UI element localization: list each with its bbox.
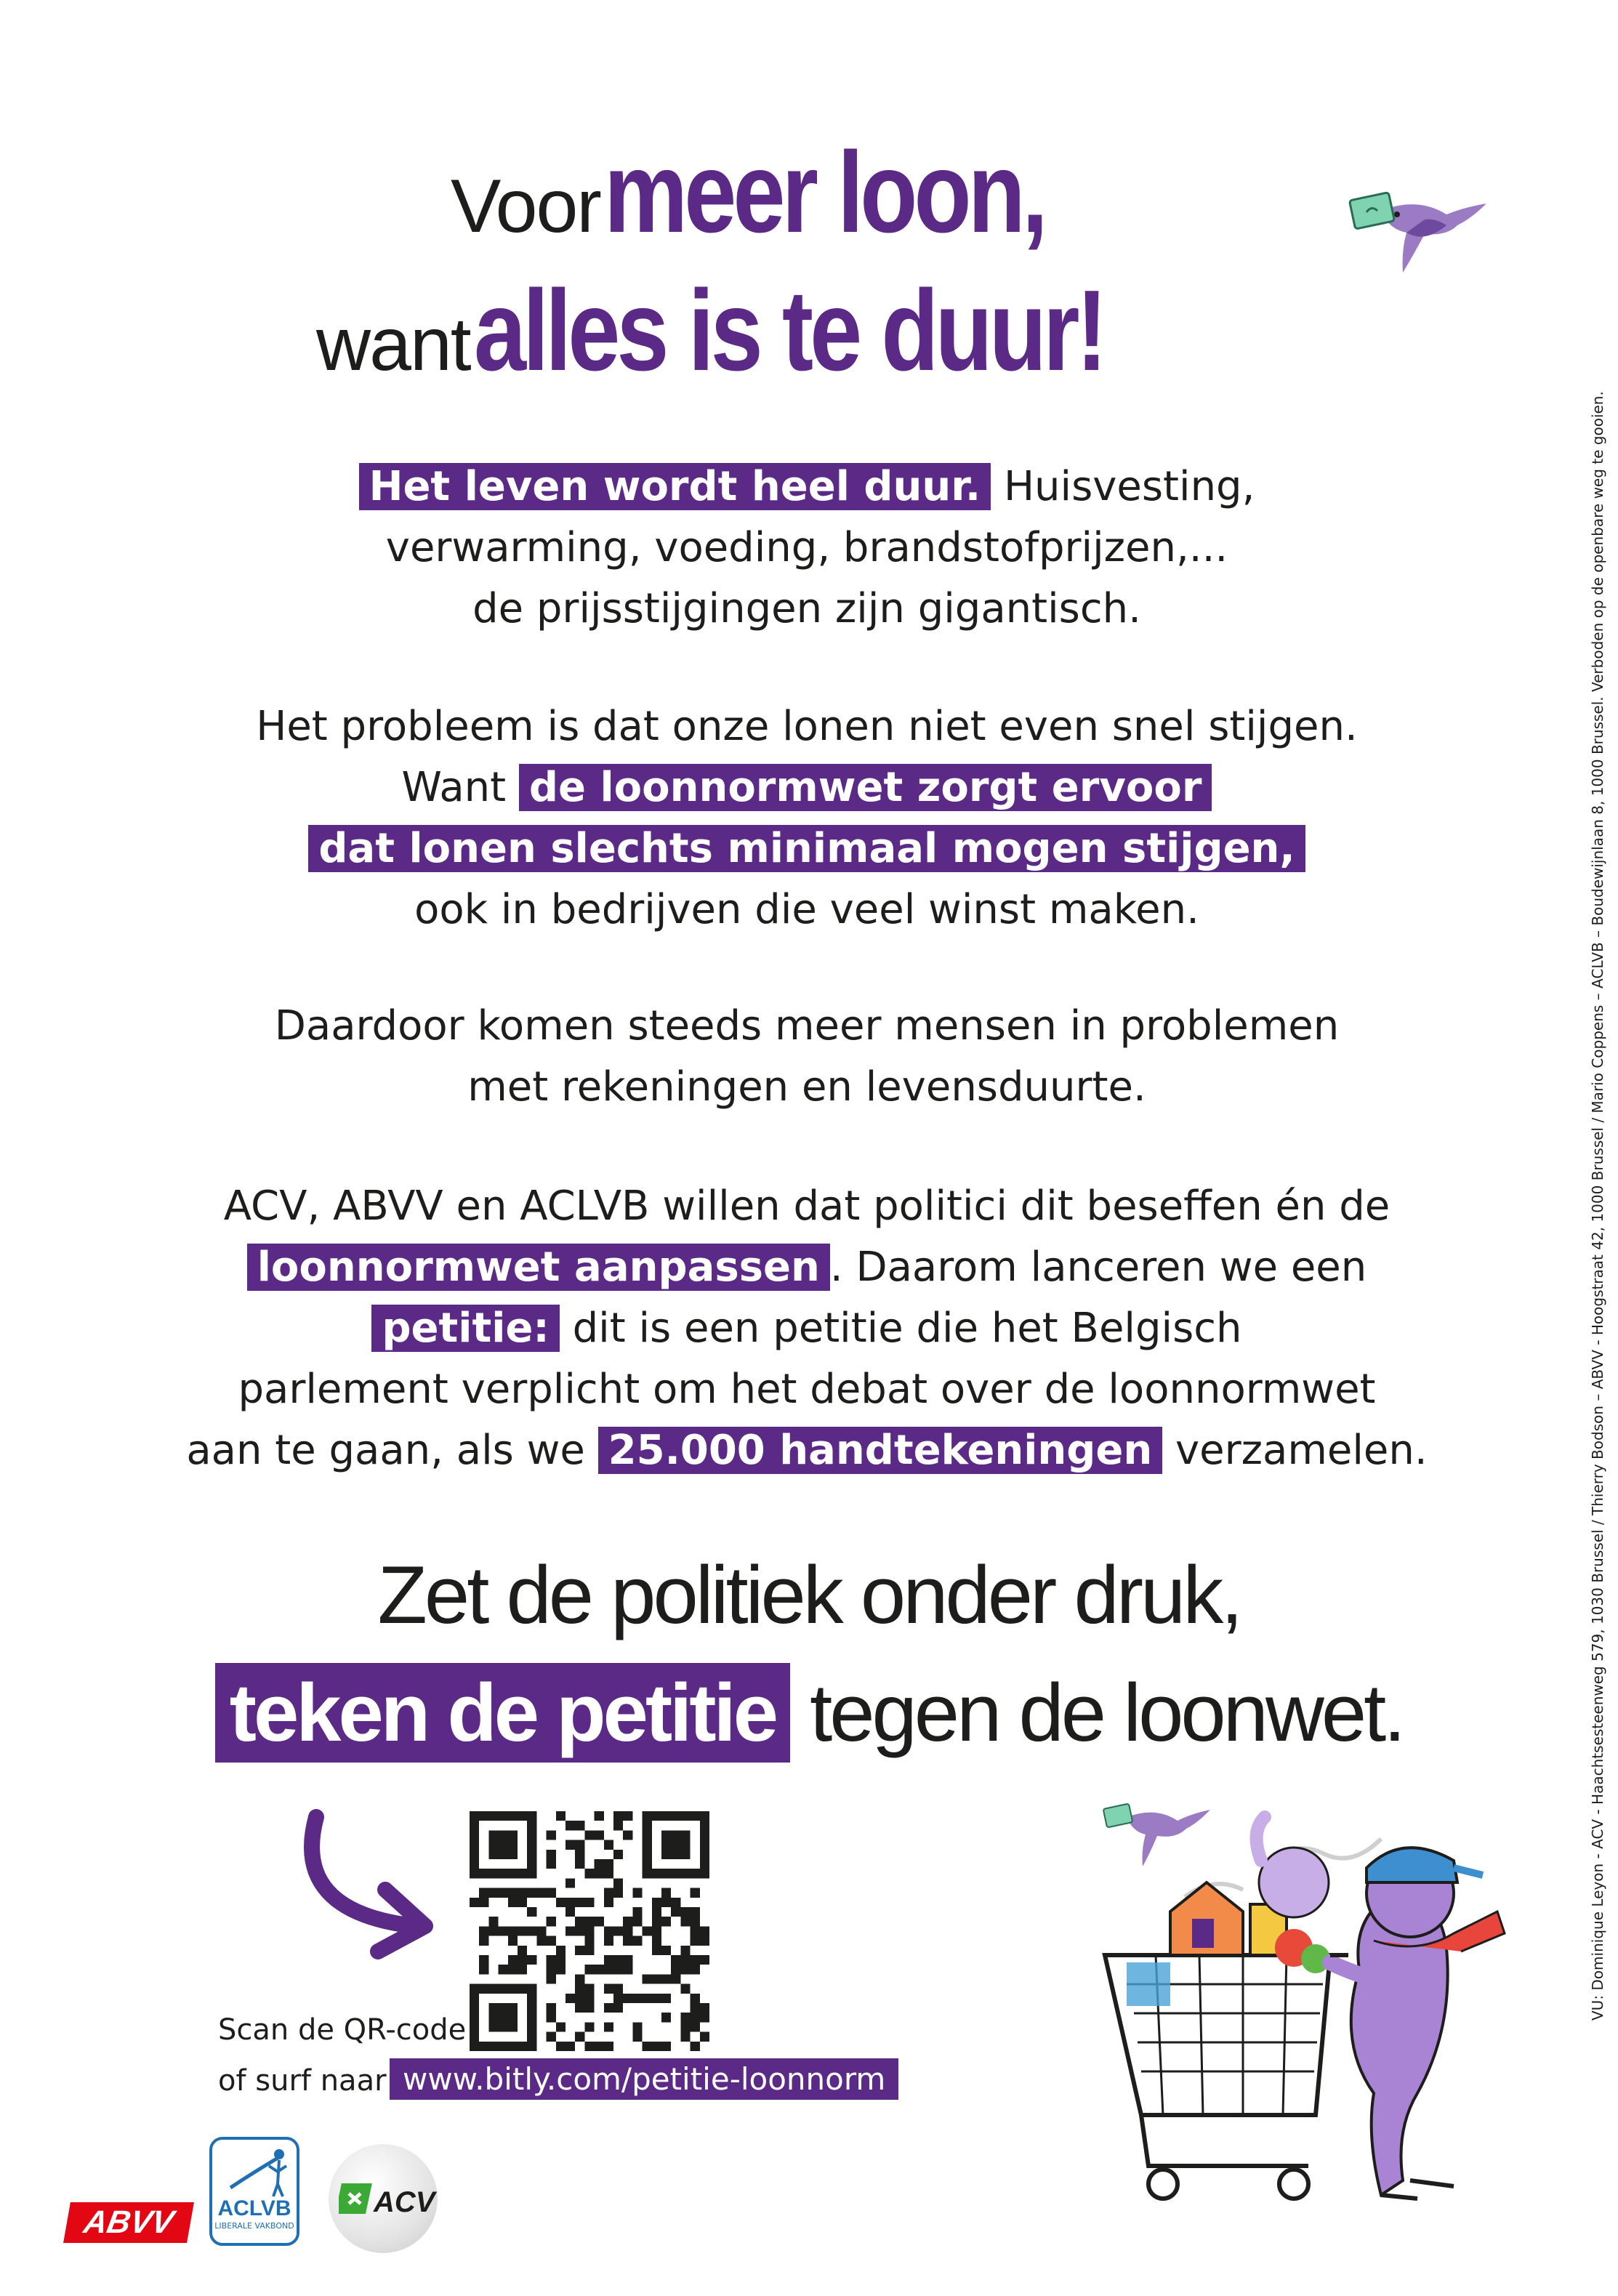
p2-line-1: Het probleem is dat onze lonen niet even snel stijgen.: [256, 703, 1358, 750]
p4-line-5-start: aan te gaan, als we: [186, 1427, 598, 1474]
paragraph-problems: [131, 996, 1483, 1118]
paragraph-cost-of-living: [131, 456, 1483, 640]
headline-voor: Voor: [451, 164, 600, 249]
highlight-wage-law-b: dat lonen slechts minimaal mogen stijgen,: [308, 825, 1305, 872]
p1-line-2: verwarming, voeding, brandstofprijzen,...: [385, 524, 1228, 571]
paragraph-wage-law: [131, 696, 1483, 940]
p2-line-2-start: Want: [401, 764, 519, 811]
aclvb-logo-text: ACLVB: [217, 2196, 291, 2220]
scan-instruction: Scan de QR-code: [218, 2013, 467, 2047]
p4-line-5-end: verzamelen.: [1162, 1427, 1428, 1474]
acv-logo-text: ACV: [374, 2186, 435, 2218]
cta-line-2: [0, 1666, 1618, 1760]
headline-line-2: [316, 265, 1242, 397]
headline-want: want: [316, 302, 470, 387]
p4-text-b: dit is een petitie die het Belgisch: [559, 1305, 1242, 1352]
p3-line-1: Daardoor komen steeds meer mensen in problemen: [274, 1002, 1340, 1050]
p4-line-4: parlement verplicht om het debat over de loonnormwet: [238, 1366, 1376, 1413]
p3-line-2: met rekeningen en levensduurte.: [467, 1063, 1146, 1111]
cta-line-1: Zet de politiek onder druk,: [377, 1550, 1241, 1640]
highlight-petition: petitie:: [371, 1305, 559, 1352]
aclvb-logo: [209, 2137, 299, 2246]
flying-bird-money-icon: [1337, 174, 1497, 283]
headline-meer-loon: meer loon,: [604, 129, 1045, 257]
responsible-publisher-disclaimer: VU: Dominique Leyon - ACV - Haachtsesteenweg 579, 1030 Brussel / Thierry Bodson – ABVV - Hoogstraat 42, 1000 Brussel / Mario Coppens – ACLVB – Boudewijnlaan 8, 1000 Brussel. Verboden op de openbare weg te gooien.: [1589, 391, 1606, 2021]
p2-line-4: ook in bedrijven die veel winst maken.: [414, 886, 1199, 933]
p4-text-a: . Daarom lanceren we een: [829, 1244, 1367, 1291]
paragraph-petition: [131, 1176, 1483, 1481]
petition-url-link[interactable]: www.bitly.com/petitie-loonnorm: [390, 2058, 898, 2100]
highlight-life-expensive: Het leven wordt heel duur.: [359, 463, 991, 510]
acv-logo: [329, 2144, 438, 2253]
highlight-wage-law-a: de loonnormwet zorgt ervoor: [519, 764, 1212, 811]
qr-code[interactable]: [470, 1811, 709, 2051]
p1-line-3: de prijsstijgingen zijn gigantisch.: [472, 585, 1141, 632]
shopping-cart-illustration: [1076, 1788, 1512, 2239]
p4-line-1: ACV, ABVV en ACLVB willen dat politici dit beseffen én de: [223, 1183, 1390, 1230]
cta-line-2-end: tegen de loonwet.: [789, 1667, 1404, 1758]
aclvb-figure-icon: [212, 2144, 297, 2202]
abvv-logo: ABVV: [63, 2202, 194, 2243]
aclvb-logo-subtitle: LIBERALE VAKBOND: [214, 2221, 294, 2231]
highlight-adjust-law: loonnormwet aanpassen: [247, 1244, 830, 1291]
p1-text-after: Huisvesting,: [991, 463, 1255, 510]
cta-highlight-sign: teken de petitie: [215, 1663, 790, 1763]
headline-alles-duur: alles is te duur!: [473, 267, 1104, 395]
highlight-signatures: 25.000 handtekeningen: [598, 1427, 1163, 1474]
curved-arrow-icon: [276, 1802, 451, 1970]
headline-line-1: [451, 127, 1141, 259]
surf-instruction: of surf naar: [218, 2064, 387, 2098]
